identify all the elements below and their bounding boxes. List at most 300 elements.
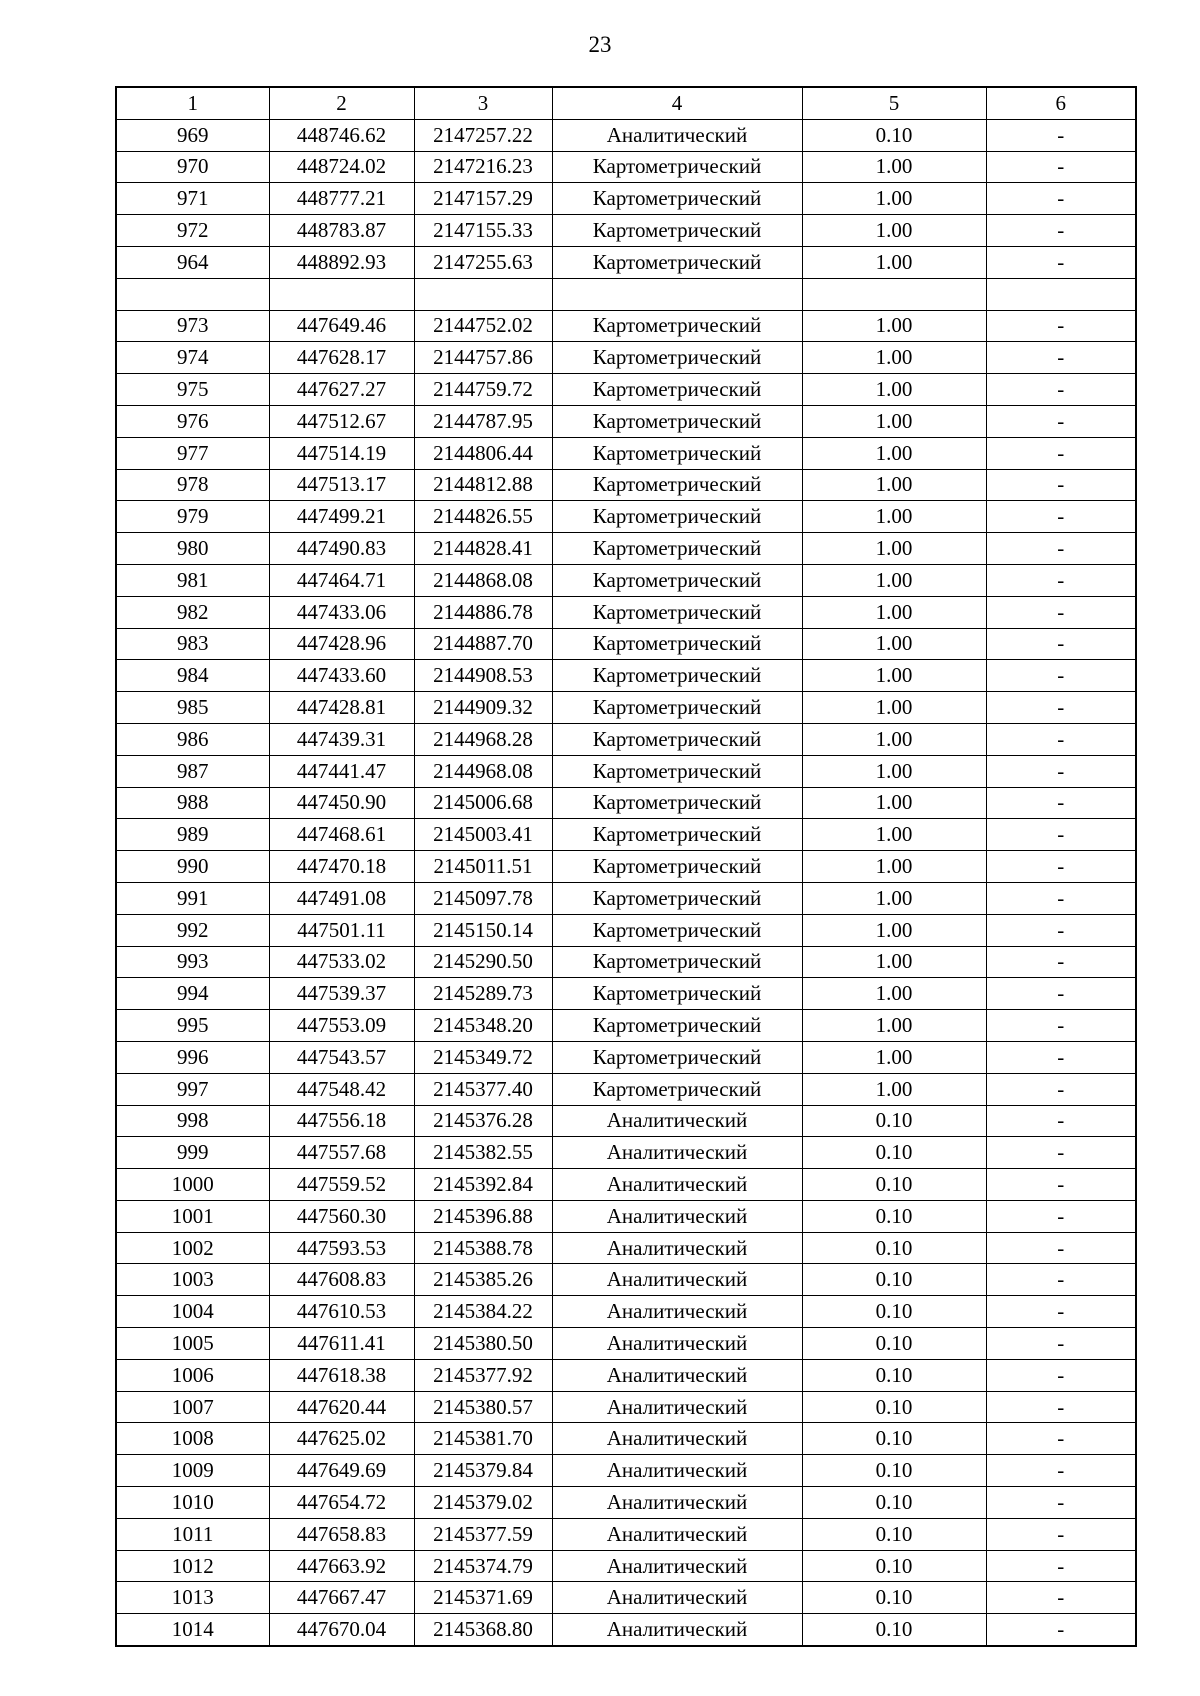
point-number-cell: 1008 bbox=[116, 1423, 269, 1455]
table-row bbox=[116, 1200, 1136, 1232]
y-coordinate-cell: 2145150.14 bbox=[414, 914, 552, 946]
method-cell: Картометрический bbox=[552, 310, 802, 342]
y-coordinate-cell: 2144908.53 bbox=[414, 660, 552, 692]
method-cell: Картометрический bbox=[552, 978, 802, 1010]
y-coordinate-cell: 2144828.41 bbox=[414, 533, 552, 565]
accuracy-cell: 1.00 bbox=[802, 310, 986, 342]
accuracy-cell: 1.00 bbox=[802, 596, 986, 628]
x-coordinate-cell: 447670.04 bbox=[269, 1614, 414, 1646]
table-row bbox=[116, 1010, 1136, 1042]
point-number-cell: 1012 bbox=[116, 1550, 269, 1582]
note-cell: - bbox=[986, 1169, 1136, 1201]
point-number-cell: 994 bbox=[116, 978, 269, 1010]
header-cell: 3 bbox=[414, 87, 552, 119]
point-number-cell: 983 bbox=[116, 628, 269, 660]
accuracy-cell: 1.00 bbox=[802, 978, 986, 1010]
accuracy-cell: 0.10 bbox=[802, 1296, 986, 1328]
accuracy-cell: 0.10 bbox=[802, 1423, 986, 1455]
x-coordinate-cell: 447620.44 bbox=[269, 1391, 414, 1423]
y-coordinate-cell: 2145396.88 bbox=[414, 1200, 552, 1232]
table-row bbox=[116, 1296, 1136, 1328]
table-row bbox=[116, 692, 1136, 724]
x-coordinate-cell: 447649.46 bbox=[269, 310, 414, 342]
y-coordinate-cell: 2145380.57 bbox=[414, 1391, 552, 1423]
point-number-cell: 974 bbox=[116, 342, 269, 374]
note-cell: - bbox=[986, 1487, 1136, 1519]
point-number-cell: 1003 bbox=[116, 1264, 269, 1296]
table-row bbox=[116, 1328, 1136, 1360]
table-row bbox=[116, 1487, 1136, 1519]
y-coordinate-cell: 2145371.69 bbox=[414, 1582, 552, 1614]
note-cell: - bbox=[986, 1455, 1136, 1487]
accuracy-cell: 1.00 bbox=[802, 342, 986, 374]
table-row bbox=[116, 246, 1136, 278]
y-coordinate-cell: 2145392.84 bbox=[414, 1169, 552, 1201]
method-cell: Аналитический bbox=[552, 1264, 802, 1296]
point-number-cell: 979 bbox=[116, 501, 269, 533]
y-coordinate-cell: 2145289.73 bbox=[414, 978, 552, 1010]
accuracy-cell: 0.10 bbox=[802, 1487, 986, 1519]
note-cell bbox=[986, 278, 1136, 310]
note-cell: - bbox=[986, 1328, 1136, 1360]
table-row bbox=[116, 1137, 1136, 1169]
accuracy-cell: 1.00 bbox=[802, 755, 986, 787]
table-row bbox=[116, 533, 1136, 565]
x-coordinate-cell: 447428.81 bbox=[269, 692, 414, 724]
x-coordinate-cell: 447610.53 bbox=[269, 1296, 414, 1328]
note-cell: - bbox=[986, 151, 1136, 183]
accuracy-cell: 0.10 bbox=[802, 1582, 986, 1614]
point-number-cell: 993 bbox=[116, 946, 269, 978]
x-coordinate-cell: 447513.17 bbox=[269, 469, 414, 501]
method-cell: Картометрический bbox=[552, 342, 802, 374]
method-cell: Картометрический bbox=[552, 1010, 802, 1042]
header-cell: 5 bbox=[802, 87, 986, 119]
note-cell: - bbox=[986, 215, 1136, 247]
method-cell: Аналитический bbox=[552, 119, 802, 151]
y-coordinate-cell: 2145006.68 bbox=[414, 787, 552, 819]
point-number-cell: 997 bbox=[116, 1073, 269, 1105]
note-cell: - bbox=[986, 851, 1136, 883]
x-coordinate-cell: 447428.96 bbox=[269, 628, 414, 660]
y-coordinate-cell: 2145381.70 bbox=[414, 1423, 552, 1455]
method-cell: Аналитический bbox=[552, 1200, 802, 1232]
accuracy-cell: 1.00 bbox=[802, 914, 986, 946]
point-number-cell: 971 bbox=[116, 183, 269, 215]
method-cell: Аналитический bbox=[552, 1455, 802, 1487]
method-cell: Аналитический bbox=[552, 1169, 802, 1201]
x-coordinate-cell: 447470.18 bbox=[269, 851, 414, 883]
x-coordinate-cell: 447433.06 bbox=[269, 596, 414, 628]
point-number-cell: 985 bbox=[116, 692, 269, 724]
x-coordinate-cell: 447556.18 bbox=[269, 1105, 414, 1137]
note-cell: - bbox=[986, 755, 1136, 787]
table-row bbox=[116, 183, 1136, 215]
point-number-cell: 987 bbox=[116, 755, 269, 787]
x-coordinate-cell: 447501.11 bbox=[269, 914, 414, 946]
x-coordinate-cell: 447627.27 bbox=[269, 374, 414, 406]
x-coordinate-cell: 447654.72 bbox=[269, 1487, 414, 1519]
table-row bbox=[116, 755, 1136, 787]
y-coordinate-cell: 2144886.78 bbox=[414, 596, 552, 628]
note-cell: - bbox=[986, 246, 1136, 278]
y-coordinate-cell: 2145380.50 bbox=[414, 1328, 552, 1360]
note-cell: - bbox=[986, 1359, 1136, 1391]
method-cell: Аналитический bbox=[552, 1296, 802, 1328]
accuracy-cell: 1.00 bbox=[802, 564, 986, 596]
note-cell: - bbox=[986, 1391, 1136, 1423]
note-cell: - bbox=[986, 1073, 1136, 1105]
x-coordinate-cell: 447512.67 bbox=[269, 405, 414, 437]
method-cell: Аналитический bbox=[552, 1232, 802, 1264]
table-row bbox=[116, 596, 1136, 628]
table-row bbox=[116, 501, 1136, 533]
accuracy-cell: 1.00 bbox=[802, 882, 986, 914]
table-row bbox=[116, 564, 1136, 596]
header-cell: 1 bbox=[116, 87, 269, 119]
method-cell: Картометрический bbox=[552, 564, 802, 596]
x-coordinate-cell: 447533.02 bbox=[269, 946, 414, 978]
x-coordinate-cell: 447450.90 bbox=[269, 787, 414, 819]
note-cell: - bbox=[986, 1010, 1136, 1042]
point-number-cell bbox=[116, 278, 269, 310]
note-cell: - bbox=[986, 437, 1136, 469]
accuracy-cell: 1.00 bbox=[802, 628, 986, 660]
point-number-cell: 973 bbox=[116, 310, 269, 342]
y-coordinate-cell: 2144968.08 bbox=[414, 755, 552, 787]
method-cell: Аналитический bbox=[552, 1582, 802, 1614]
method-cell: Аналитический bbox=[552, 1391, 802, 1423]
y-coordinate-cell: 2145388.78 bbox=[414, 1232, 552, 1264]
point-number-cell: 978 bbox=[116, 469, 269, 501]
x-coordinate-cell: 447553.09 bbox=[269, 1010, 414, 1042]
table-row bbox=[116, 819, 1136, 851]
accuracy-cell: 0.10 bbox=[802, 1550, 986, 1582]
x-coordinate-cell: 448892.93 bbox=[269, 246, 414, 278]
accuracy-cell: 0.10 bbox=[802, 1169, 986, 1201]
accuracy-cell: 1.00 bbox=[802, 374, 986, 406]
x-coordinate-cell: 447464.71 bbox=[269, 564, 414, 596]
x-coordinate-cell: 447433.60 bbox=[269, 660, 414, 692]
point-number-cell: 999 bbox=[116, 1137, 269, 1169]
method-cell: Картометрический bbox=[552, 692, 802, 724]
point-number-cell: 1005 bbox=[116, 1328, 269, 1360]
method-cell: Картометрический bbox=[552, 946, 802, 978]
y-coordinate-cell: 2145377.59 bbox=[414, 1518, 552, 1550]
table-row bbox=[116, 1550, 1136, 1582]
method-cell: Картометрический bbox=[552, 183, 802, 215]
y-coordinate-cell bbox=[414, 278, 552, 310]
point-number-cell: 1007 bbox=[116, 1391, 269, 1423]
x-coordinate-cell: 447490.83 bbox=[269, 533, 414, 565]
y-coordinate-cell: 2144868.08 bbox=[414, 564, 552, 596]
accuracy-cell: 1.00 bbox=[802, 183, 986, 215]
x-coordinate-cell bbox=[269, 278, 414, 310]
method-cell: Картометрический bbox=[552, 851, 802, 883]
x-coordinate-cell: 447560.30 bbox=[269, 1200, 414, 1232]
coordinates-table bbox=[115, 86, 1137, 1647]
note-cell: - bbox=[986, 564, 1136, 596]
x-coordinate-cell: 447539.37 bbox=[269, 978, 414, 1010]
note-cell: - bbox=[986, 692, 1136, 724]
x-coordinate-cell: 447491.08 bbox=[269, 882, 414, 914]
x-coordinate-cell: 447499.21 bbox=[269, 501, 414, 533]
table-row bbox=[116, 914, 1136, 946]
table-row bbox=[116, 628, 1136, 660]
x-coordinate-cell: 447559.52 bbox=[269, 1169, 414, 1201]
accuracy-cell: 1.00 bbox=[802, 787, 986, 819]
method-cell: Аналитический bbox=[552, 1614, 802, 1646]
accuracy-cell: 1.00 bbox=[802, 1073, 986, 1105]
method-cell: Картометрический bbox=[552, 469, 802, 501]
note-cell: - bbox=[986, 660, 1136, 692]
y-coordinate-cell: 2147255.63 bbox=[414, 246, 552, 278]
accuracy-cell: 1.00 bbox=[802, 660, 986, 692]
x-coordinate-cell: 447611.41 bbox=[269, 1328, 414, 1360]
accuracy-cell: 1.00 bbox=[802, 946, 986, 978]
table-row bbox=[116, 851, 1136, 883]
y-coordinate-cell: 2145377.92 bbox=[414, 1359, 552, 1391]
y-coordinate-cell: 2144812.88 bbox=[414, 469, 552, 501]
point-number-cell: 984 bbox=[116, 660, 269, 692]
y-coordinate-cell: 2145011.51 bbox=[414, 851, 552, 883]
table-row bbox=[116, 787, 1136, 819]
note-cell: - bbox=[986, 914, 1136, 946]
y-coordinate-cell: 2145368.80 bbox=[414, 1614, 552, 1646]
note-cell: - bbox=[986, 469, 1136, 501]
accuracy-cell: 1.00 bbox=[802, 469, 986, 501]
y-coordinate-cell: 2144752.02 bbox=[414, 310, 552, 342]
method-cell: Картометрический bbox=[552, 437, 802, 469]
accuracy-cell: 1.00 bbox=[802, 819, 986, 851]
note-cell: - bbox=[986, 1105, 1136, 1137]
method-cell bbox=[552, 278, 802, 310]
method-cell: Аналитический bbox=[552, 1328, 802, 1360]
y-coordinate-cell: 2145003.41 bbox=[414, 819, 552, 851]
y-coordinate-cell: 2147216.23 bbox=[414, 151, 552, 183]
note-cell: - bbox=[986, 946, 1136, 978]
x-coordinate-cell: 447663.92 bbox=[269, 1550, 414, 1582]
method-cell: Картометрический bbox=[552, 405, 802, 437]
accuracy-cell: 1.00 bbox=[802, 1010, 986, 1042]
y-coordinate-cell: 2145379.84 bbox=[414, 1455, 552, 1487]
table-row bbox=[116, 1073, 1136, 1105]
note-cell: - bbox=[986, 1582, 1136, 1614]
table-row bbox=[116, 119, 1136, 151]
header-cell: 6 bbox=[986, 87, 1136, 119]
method-cell: Картометрический bbox=[552, 1041, 802, 1073]
y-coordinate-cell: 2145290.50 bbox=[414, 946, 552, 978]
x-coordinate-cell: 448783.87 bbox=[269, 215, 414, 247]
x-coordinate-cell: 447439.31 bbox=[269, 723, 414, 755]
point-number-cell: 992 bbox=[116, 914, 269, 946]
table-row bbox=[116, 405, 1136, 437]
y-coordinate-cell: 2144787.95 bbox=[414, 405, 552, 437]
point-number-cell: 1011 bbox=[116, 1518, 269, 1550]
table-row bbox=[116, 1169, 1136, 1201]
accuracy-cell: 1.00 bbox=[802, 437, 986, 469]
method-cell: Картометрический bbox=[552, 215, 802, 247]
table-row bbox=[116, 437, 1136, 469]
page-number: 23 bbox=[588, 32, 612, 57]
method-cell: Картометрический bbox=[552, 787, 802, 819]
y-coordinate-cell: 2145385.26 bbox=[414, 1264, 552, 1296]
accuracy-cell: 0.10 bbox=[802, 1518, 986, 1550]
method-cell: Картометрический bbox=[552, 1073, 802, 1105]
point-number-cell: 1013 bbox=[116, 1582, 269, 1614]
table-row bbox=[116, 374, 1136, 406]
table-row bbox=[116, 882, 1136, 914]
point-number-cell: 981 bbox=[116, 564, 269, 596]
point-number-cell: 980 bbox=[116, 533, 269, 565]
accuracy-cell: 0.10 bbox=[802, 119, 986, 151]
table-row bbox=[116, 310, 1136, 342]
table-row bbox=[116, 1518, 1136, 1550]
method-cell: Картометрический bbox=[552, 882, 802, 914]
y-coordinate-cell: 2145348.20 bbox=[414, 1010, 552, 1042]
note-cell: - bbox=[986, 119, 1136, 151]
table-row bbox=[116, 215, 1136, 247]
x-coordinate-cell: 447618.38 bbox=[269, 1359, 414, 1391]
note-cell: - bbox=[986, 978, 1136, 1010]
method-cell: Аналитический bbox=[552, 1550, 802, 1582]
note-cell: - bbox=[986, 183, 1136, 215]
accuracy-cell bbox=[802, 278, 986, 310]
method-cell: Картометрический bbox=[552, 501, 802, 533]
method-cell: Картометрический bbox=[552, 596, 802, 628]
x-coordinate-cell: 447468.61 bbox=[269, 819, 414, 851]
point-number-cell: 998 bbox=[116, 1105, 269, 1137]
table-header bbox=[116, 87, 1136, 119]
y-coordinate-cell: 2145379.02 bbox=[414, 1487, 552, 1519]
method-cell: Аналитический bbox=[552, 1518, 802, 1550]
table-row bbox=[116, 946, 1136, 978]
point-number-cell: 989 bbox=[116, 819, 269, 851]
x-coordinate-cell: 447557.68 bbox=[269, 1137, 414, 1169]
point-number-cell: 1009 bbox=[116, 1455, 269, 1487]
method-cell: Картометрический bbox=[552, 628, 802, 660]
y-coordinate-cell: 2145374.79 bbox=[414, 1550, 552, 1582]
x-coordinate-cell: 447628.17 bbox=[269, 342, 414, 374]
method-cell: Картометрический bbox=[552, 533, 802, 565]
table-row bbox=[116, 1359, 1136, 1391]
y-coordinate-cell: 2144887.70 bbox=[414, 628, 552, 660]
y-coordinate-cell: 2144806.44 bbox=[414, 437, 552, 469]
accuracy-cell: 0.10 bbox=[802, 1137, 986, 1169]
note-cell: - bbox=[986, 501, 1136, 533]
point-number-cell: 982 bbox=[116, 596, 269, 628]
y-coordinate-cell: 2147157.29 bbox=[414, 183, 552, 215]
accuracy-cell: 0.10 bbox=[802, 1105, 986, 1137]
accuracy-cell: 1.00 bbox=[802, 1041, 986, 1073]
accuracy-cell: 0.10 bbox=[802, 1232, 986, 1264]
table-row bbox=[116, 723, 1136, 755]
note-cell: - bbox=[986, 1550, 1136, 1582]
point-number-cell: 988 bbox=[116, 787, 269, 819]
method-cell: Картометрический bbox=[552, 914, 802, 946]
accuracy-cell: 1.00 bbox=[802, 692, 986, 724]
accuracy-cell: 1.00 bbox=[802, 533, 986, 565]
note-cell: - bbox=[986, 628, 1136, 660]
y-coordinate-cell: 2147257.22 bbox=[414, 119, 552, 151]
table-row bbox=[116, 1105, 1136, 1137]
point-number-cell: 995 bbox=[116, 1010, 269, 1042]
note-cell: - bbox=[986, 405, 1136, 437]
point-number-cell: 977 bbox=[116, 437, 269, 469]
note-cell: - bbox=[986, 1518, 1136, 1550]
table-row bbox=[116, 1423, 1136, 1455]
table-row bbox=[116, 469, 1136, 501]
table-row bbox=[116, 1391, 1136, 1423]
table-body bbox=[116, 119, 1136, 1646]
table-row bbox=[116, 1264, 1136, 1296]
method-cell: Картометрический bbox=[552, 374, 802, 406]
note-cell: - bbox=[986, 1041, 1136, 1073]
method-cell: Картометрический bbox=[552, 723, 802, 755]
point-number-cell: 1006 bbox=[116, 1359, 269, 1391]
table-row bbox=[116, 342, 1136, 374]
note-cell: - bbox=[986, 596, 1136, 628]
x-coordinate-cell: 447608.83 bbox=[269, 1264, 414, 1296]
accuracy-cell: 0.10 bbox=[802, 1200, 986, 1232]
note-cell: - bbox=[986, 1200, 1136, 1232]
x-coordinate-cell: 447658.83 bbox=[269, 1518, 414, 1550]
point-number-cell: 970 bbox=[116, 151, 269, 183]
point-number-cell: 972 bbox=[116, 215, 269, 247]
accuracy-cell: 1.00 bbox=[802, 723, 986, 755]
note-cell: - bbox=[986, 1296, 1136, 1328]
method-cell: Картометрический bbox=[552, 151, 802, 183]
y-coordinate-cell: 2144757.86 bbox=[414, 342, 552, 374]
table-row bbox=[116, 151, 1136, 183]
accuracy-cell: 0.10 bbox=[802, 1614, 986, 1646]
table-row bbox=[116, 660, 1136, 692]
accuracy-cell: 1.00 bbox=[802, 151, 986, 183]
y-coordinate-cell: 2145377.40 bbox=[414, 1073, 552, 1105]
header-cell: 2 bbox=[269, 87, 414, 119]
x-coordinate-cell: 447543.57 bbox=[269, 1041, 414, 1073]
point-number-cell: 1002 bbox=[116, 1232, 269, 1264]
accuracy-cell: 0.10 bbox=[802, 1455, 986, 1487]
note-cell: - bbox=[986, 533, 1136, 565]
x-coordinate-cell: 447667.47 bbox=[269, 1582, 414, 1614]
accuracy-cell: 1.00 bbox=[802, 215, 986, 247]
y-coordinate-cell: 2144968.28 bbox=[414, 723, 552, 755]
point-number-cell: 1000 bbox=[116, 1169, 269, 1201]
x-coordinate-cell: 448724.02 bbox=[269, 151, 414, 183]
accuracy-cell: 1.00 bbox=[802, 405, 986, 437]
x-coordinate-cell: 447649.69 bbox=[269, 1455, 414, 1487]
point-number-cell: 996 bbox=[116, 1041, 269, 1073]
accuracy-cell: 1.00 bbox=[802, 246, 986, 278]
x-coordinate-cell: 447548.42 bbox=[269, 1073, 414, 1105]
point-number-cell: 991 bbox=[116, 882, 269, 914]
point-number-cell: 1010 bbox=[116, 1487, 269, 1519]
method-cell: Картометрический bbox=[552, 660, 802, 692]
x-coordinate-cell: 447514.19 bbox=[269, 437, 414, 469]
y-coordinate-cell: 2147155.33 bbox=[414, 215, 552, 247]
point-number-cell: 976 bbox=[116, 405, 269, 437]
note-cell: - bbox=[986, 310, 1136, 342]
method-cell: Аналитический bbox=[552, 1487, 802, 1519]
accuracy-cell: 1.00 bbox=[802, 851, 986, 883]
table-row bbox=[116, 1582, 1136, 1614]
point-number-cell: 969 bbox=[116, 119, 269, 151]
note-cell: - bbox=[986, 1264, 1136, 1296]
accuracy-cell: 0.10 bbox=[802, 1391, 986, 1423]
point-number-cell: 1014 bbox=[116, 1614, 269, 1646]
y-coordinate-cell: 2144759.72 bbox=[414, 374, 552, 406]
